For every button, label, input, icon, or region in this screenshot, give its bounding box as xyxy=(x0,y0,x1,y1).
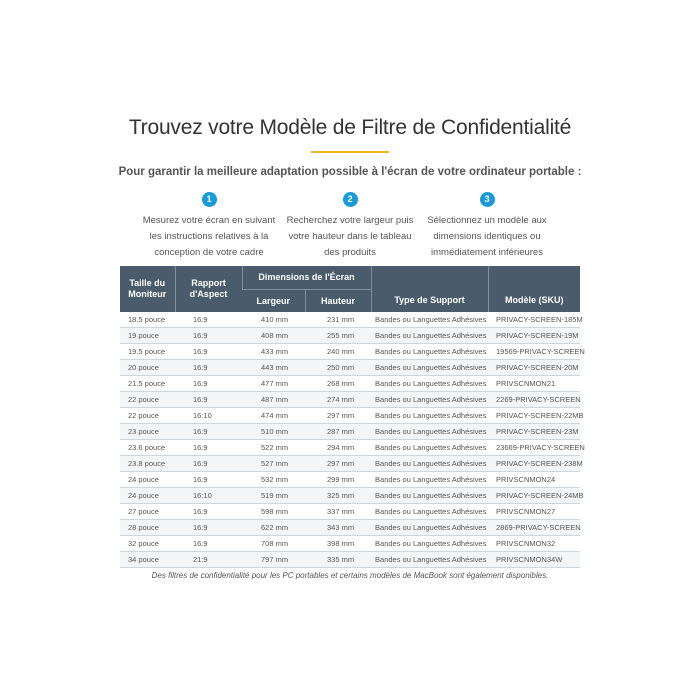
cell-size: 22 pouce xyxy=(120,392,175,408)
cell-height: 255 mm xyxy=(305,328,371,344)
cell-aspect: 16:9 xyxy=(175,536,242,552)
table-row xyxy=(120,552,580,568)
cell-size: 24 pouce xyxy=(120,488,175,504)
table-row xyxy=(120,536,580,552)
cell-size: 32 pouce xyxy=(120,536,175,552)
cell-height: 337 mm xyxy=(305,504,371,520)
cell-size: 28 pouce xyxy=(120,520,175,536)
cell-width: 510 mm xyxy=(242,424,305,440)
cell-aspect: 16:10 xyxy=(175,408,242,424)
cell-sku: 2869-PRIVACY-SCREEN xyxy=(488,520,580,536)
step-number-badge: 3 xyxy=(480,192,495,207)
cell-sku: PRIVSCNMON24 xyxy=(488,472,580,488)
cell-support: Bandes ou Languettes Adhésives xyxy=(371,408,488,424)
cell-support: Bandes ou Languettes Adhésives xyxy=(371,472,488,488)
step-number-badge: 1 xyxy=(202,192,217,207)
cell-sku: PRIVACY-SCREEN-185M xyxy=(488,312,580,328)
cell-aspect: 21:9 xyxy=(175,552,242,568)
cell-height: 297 mm xyxy=(305,456,371,472)
cell-sku: PRIVACY-SCREEN-24MB xyxy=(488,488,580,504)
cell-support: Bandes ou Languettes Adhésives xyxy=(371,552,488,568)
step-description: Sélectionnez un modèle aux dimensions identiques ou immédiatement inférieures xyxy=(427,215,547,258)
cell-width: 532 mm xyxy=(242,472,305,488)
step-1 xyxy=(139,192,279,261)
cell-height: 231 mm xyxy=(305,312,371,328)
header-width: Largeur xyxy=(242,290,305,313)
table-row xyxy=(120,408,580,424)
table-row xyxy=(120,504,580,520)
cell-size: 34 pouce xyxy=(120,552,175,568)
cell-support: Bandes ou Languettes Adhésives xyxy=(371,440,488,456)
step-3 xyxy=(417,192,557,261)
cell-aspect: 16:9 xyxy=(175,520,242,536)
cell-width: 408 mm xyxy=(242,328,305,344)
cell-width: 477 mm xyxy=(242,376,305,392)
cell-width: 598 mm xyxy=(242,504,305,520)
cell-aspect: 16:9 xyxy=(175,456,242,472)
step-description: Recherchez votre largeur puis votre hauteur dans le tableau des produits xyxy=(286,215,414,258)
header-height: Hauteur xyxy=(305,290,371,313)
cell-width: 443 mm xyxy=(242,360,305,376)
cell-aspect: 16:9 xyxy=(175,472,242,488)
title-underline xyxy=(311,151,389,153)
cell-size: 19.5 pouce xyxy=(120,344,175,360)
table-row xyxy=(120,440,580,456)
cell-height: 250 mm xyxy=(305,360,371,376)
cell-support: Bandes ou Languettes Adhésives xyxy=(371,504,488,520)
cell-size: 22 pouce xyxy=(120,408,175,424)
cell-width: 797 mm xyxy=(242,552,305,568)
cell-size: 21.5 pouce xyxy=(120,376,175,392)
cell-size: 23.8 pouce xyxy=(120,456,175,472)
table-row xyxy=(120,312,580,328)
cell-size: 23.6 pouce xyxy=(120,440,175,456)
cell-width: 487 mm xyxy=(242,392,305,408)
table-row xyxy=(120,344,580,360)
cell-size: 24 pouce xyxy=(120,472,175,488)
cell-aspect: 16:9 xyxy=(175,440,242,456)
cell-height: 274 mm xyxy=(305,392,371,408)
cell-width: 622 mm xyxy=(242,520,305,536)
cell-support: Bandes ou Languettes Adhésives xyxy=(371,392,488,408)
table-row xyxy=(120,392,580,408)
model-table xyxy=(120,266,585,568)
footnote: Des filtres de confidentialité pour les PC portables et certains modèles de MacBook sont également disponibles. xyxy=(151,571,549,580)
cell-size: 19 pouce xyxy=(120,328,175,344)
header-monitor-size: Taille du Moniteur xyxy=(120,266,175,312)
cell-aspect: 16:9 xyxy=(175,376,242,392)
cell-height: 398 mm xyxy=(305,536,371,552)
table-row xyxy=(120,488,580,504)
cell-sku: PRIVACY-SCREEN-20M xyxy=(488,360,580,376)
cell-sku: PRIVACY-SCREEN-22MB xyxy=(488,408,580,424)
table-row xyxy=(120,328,580,344)
cell-aspect: 16:9 xyxy=(175,344,242,360)
cell-support: Bandes ou Languettes Adhésives xyxy=(371,360,488,376)
cell-sku: PRIVSCNMON32 xyxy=(488,536,580,552)
cell-support: Bandes ou Languettes Adhésives xyxy=(371,376,488,392)
cell-height: 294 mm xyxy=(305,440,371,456)
page-subtitle: Pour garantir la meilleure adaptation possible à l'écran de votre ordinateur portable : xyxy=(118,166,582,178)
cell-support: Bandes ou Languettes Adhésives xyxy=(371,312,488,328)
cell-width: 410 mm xyxy=(242,312,305,328)
cell-width: 527 mm xyxy=(242,456,305,472)
cell-support: Bandes ou Languettes Adhésives xyxy=(371,344,488,360)
cell-support: Bandes ou Languettes Adhésives xyxy=(371,328,488,344)
cell-support: Bandes ou Languettes Adhésives xyxy=(371,424,488,440)
step-number-badge: 2 xyxy=(343,192,358,207)
cell-aspect: 16:9 xyxy=(175,312,242,328)
cell-width: 708 mm xyxy=(242,536,305,552)
table-row xyxy=(120,376,580,392)
table-row xyxy=(120,520,580,536)
cell-support: Bandes ou Languettes Adhésives xyxy=(371,456,488,472)
cell-support: Bandes ou Languettes Adhésives xyxy=(371,488,488,504)
header-screen-dimensions: Dimensions de l'Écran xyxy=(242,266,371,290)
cell-aspect: 16:9 xyxy=(175,360,242,376)
table-row xyxy=(120,472,580,488)
cell-width: 522 mm xyxy=(242,440,305,456)
cell-sku: 23669-PRIVACY-SCREEN xyxy=(488,440,580,456)
header-aspect-ratio: Rapport d'Aspect xyxy=(175,266,242,312)
cell-height: 268 mm xyxy=(305,376,371,392)
cell-width: 519 mm xyxy=(242,488,305,504)
cell-aspect: 16:9 xyxy=(175,392,242,408)
cell-aspect: 16:9 xyxy=(175,504,242,520)
page-title: Trouvez votre Modèle de Filtre de Confidentialité xyxy=(128,116,572,139)
cell-aspect: 16:9 xyxy=(175,424,242,440)
step-2 xyxy=(280,192,420,261)
step-description: Mesurez votre écran en suivant les instructions relatives à la conception de votre cadre xyxy=(142,215,276,258)
cell-size: 23 pouce xyxy=(120,424,175,440)
cell-aspect: 16:9 xyxy=(175,328,242,344)
header-support-type: Type de Support xyxy=(371,266,488,312)
table-row xyxy=(120,360,580,376)
cell-size: 27 pouce xyxy=(120,504,175,520)
cell-width: 433 mm xyxy=(242,344,305,360)
cell-aspect: 16:10 xyxy=(175,488,242,504)
cell-height: 297 mm xyxy=(305,408,371,424)
cell-sku: PRIVSCNMON34W xyxy=(488,552,580,568)
cell-height: 325 mm xyxy=(305,488,371,504)
cell-height: 287 mm xyxy=(305,424,371,440)
table-row xyxy=(120,456,580,472)
cell-sku: 19569-PRIVACY-SCREEN xyxy=(488,344,580,360)
cell-width: 474 mm xyxy=(242,408,305,424)
cell-sku: PRIVSCNMON27 xyxy=(488,504,580,520)
cell-height: 240 mm xyxy=(305,344,371,360)
cell-size: 20 pouce xyxy=(120,360,175,376)
header-model-sku: Modèle (SKU) xyxy=(488,266,580,312)
table-body xyxy=(120,312,585,568)
cell-sku: 2269-PRIVACY-SCREEN xyxy=(488,392,580,408)
table-row xyxy=(120,424,580,440)
cell-height: 343 mm xyxy=(305,520,371,536)
cell-height: 335 mm xyxy=(305,552,371,568)
cell-support: Bandes ou Languettes Adhésives xyxy=(371,520,488,536)
cell-sku: PRIVSCNMON21 xyxy=(488,376,580,392)
cell-height: 299 mm xyxy=(305,472,371,488)
cell-sku: PRIVACY-SCREEN-238M xyxy=(488,456,580,472)
cell-support: Bandes ou Languettes Adhésives xyxy=(371,536,488,552)
cell-size: 18.5 pouce xyxy=(120,312,175,328)
cell-sku: PRIVACY-SCREEN-23M xyxy=(488,424,580,440)
cell-sku: PRIVACY-SCREEN-19M xyxy=(488,328,580,344)
